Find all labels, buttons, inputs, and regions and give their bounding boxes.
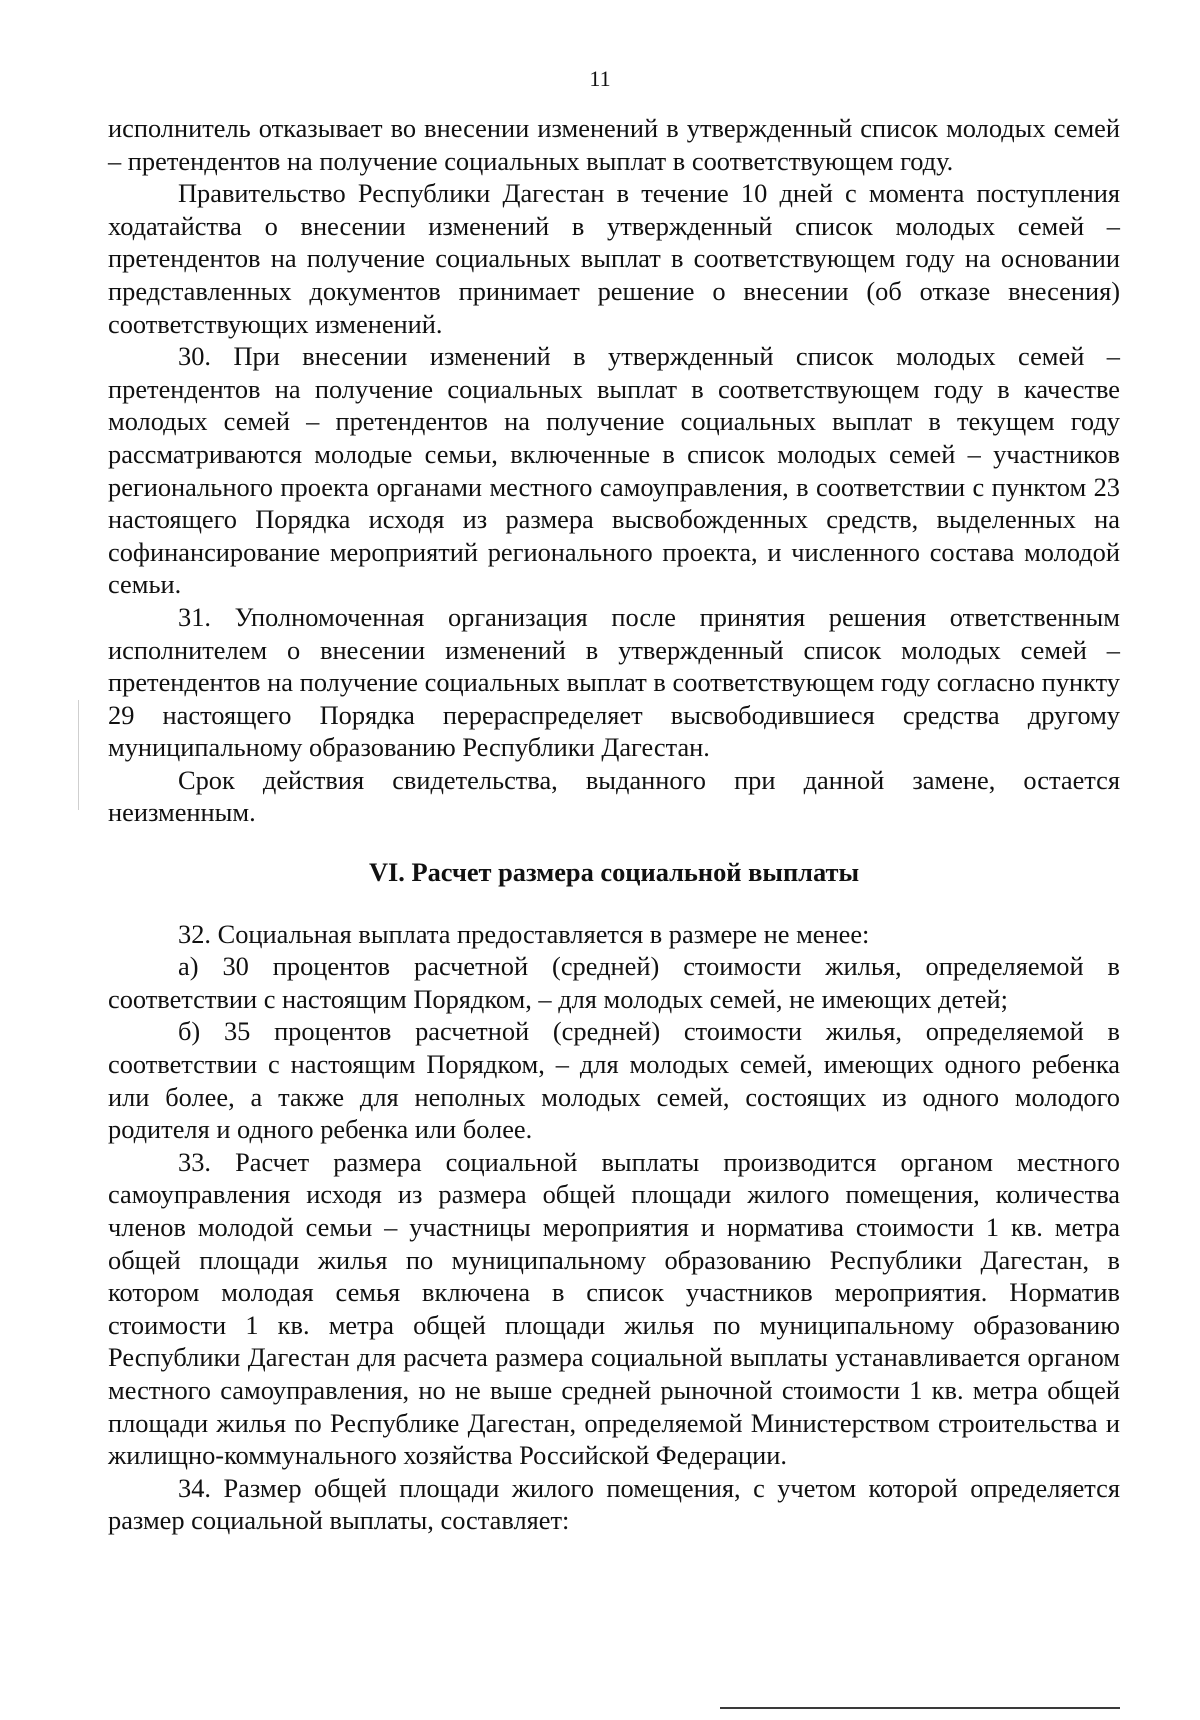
- paragraph-item-34: 34. Размер общей площади жилого помещения, с учетом которой определяется размер социальной выплаты, составляет:: [108, 1472, 1120, 1536]
- paragraph-item-32: 32. Социальная выплата предоставляется в размере не менее:: [178, 918, 870, 949]
- paragraph-certificate-validity: Срок действия свидетельства, выданного при данной замене, остается неизменным.: [108, 764, 1120, 828]
- paragraph-item-30: 30. При внесении изменений в утвержденный список молодых семей – претендентов на получение социальных выплат в соответствующем году в качестве молодых семей – претендентов на получение социальных выплат в текущем году рассматриваются молодые семьи, включенные в список молодых семей – участников регионального проекта органами местного самоуправления, в соответствии с пунктом 23 настоящего Порядка исходя из размера высвобожденных средств, выделенных на софинансирование мероприятий регионального проекта, и численного состава молодой семьи.: [108, 341, 1120, 600]
- bottom-edge-rule: [720, 1707, 1120, 1709]
- scan-artifact-left-edge: [78, 700, 79, 810]
- paragraph-item-33: 33. Расчет размера социальной выплаты производится органом местного самоуправления исходя из размера общей площади жилого помещения, количества членов молодой семьи – участницы мероприятия и норматива стоимости 1 кв. метра общей площади жилья по муниципальному образованию Республики Дагестан, в котором молодая семья включена в список участников мероприятия. Норматив стоимости 1 кв. метра общей площади жилья по муниципальному образованию Республики Дагестан для расчета размера социальной выплаты устанавливается органом местного самоуправления, но не выше средней рыночной стоимости 1 кв. метра общей площади жилья по Республике Дагестан, определяемой Министерством строительства и жилищно-коммунального хозяйства Российской Федерации.: [108, 1146, 1120, 1471]
- page-number: 11: [589, 66, 611, 91]
- section-heading: VI. Расчет размера социальной выплаты: [368, 857, 860, 888]
- paragraph-government-decision: Правительство Республики Дагестан в течение 10 дней с момента поступления ходатайства о внесении изменений в утвержденный список молодых семей – претендентов на получение социальных выплат в соответствующем году на основании представленных документов принимает решение о внесении (об отказе внесения) соответствующих изменений.: [108, 178, 1120, 339]
- document-body: [108, 112, 1120, 1537]
- paragraph-item-32-a: а) 30 процентов расчетной (средней) стоимости жилья, определяемой в соответствии с настоящим Порядком, – для молодых семей, не имеющих детей;: [108, 951, 1120, 1014]
- paragraph-item-32-b: б) 35 процентов расчетной (средней) стоимости жилья, определяемой в соответствии с настоящим Порядком, – для молодых семей, имеющих одного ребенка или более, а также для неполных молодых семей, состоящих из одного молодого родителя и одного ребенка или более.: [108, 1016, 1120, 1145]
- paragraph-item-31: 31. Уполномоченная организация после принятия решения ответственным исполнителем о внесении изменений в утвержденный список молодых семей – претендентов на получение социальных выплат в соответствующем году согласно пункту 29 настоящего Порядка перераспределяет высвободившиеся средства другому муниципальному образованию Республики Дагестан.: [108, 601, 1120, 763]
- paragraph-continuation: исполнитель отказывает во внесении изменений в утвержденный список молодых семей – претендентов на получение социальных выплат в соответствующем году.: [108, 113, 1120, 176]
